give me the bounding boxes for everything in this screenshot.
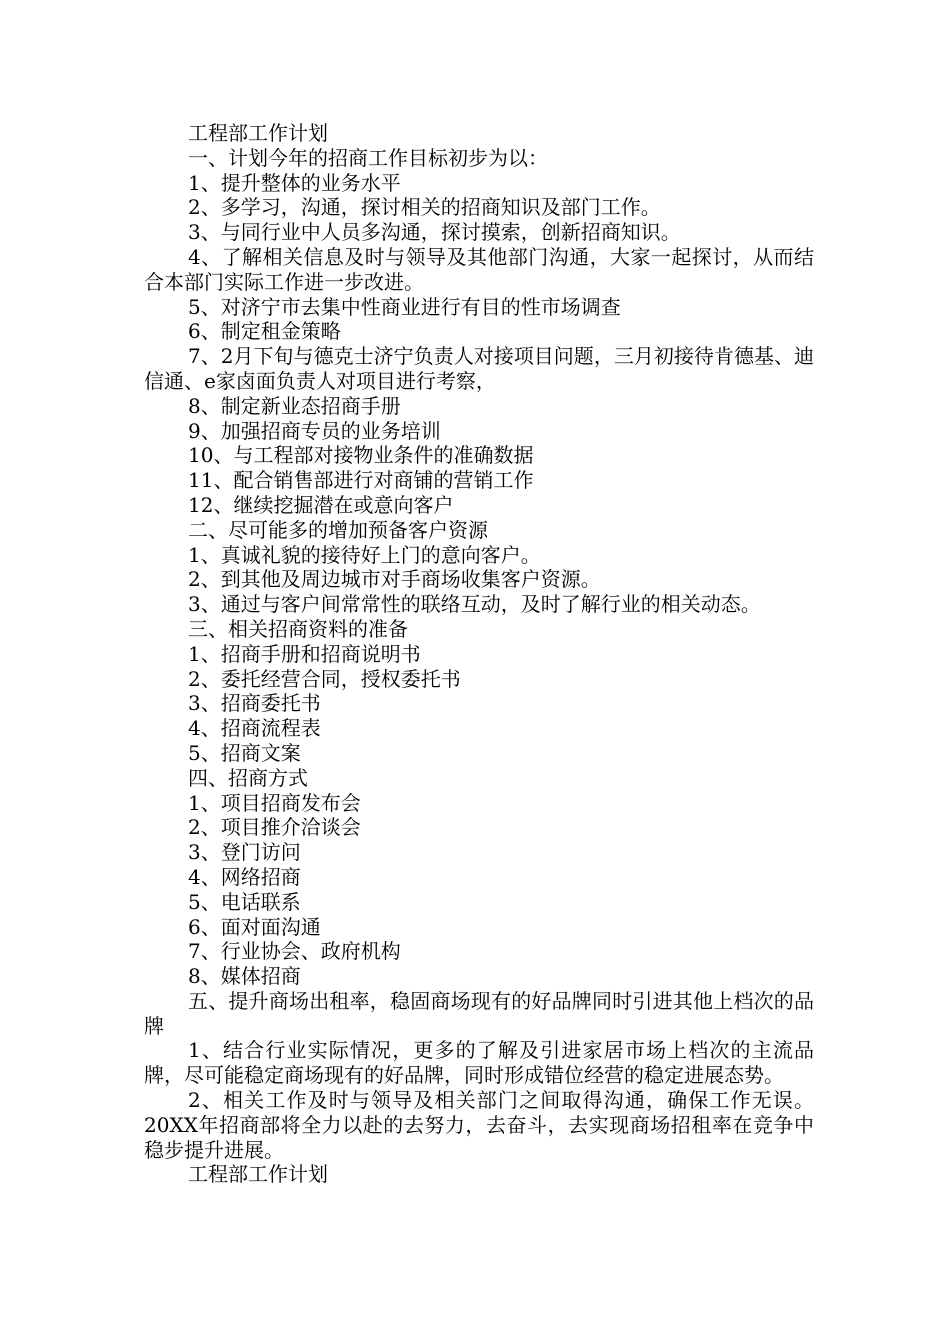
- document-title: 工程部工作计划: [188, 121, 328, 145]
- document-paragraph: 7、行业协会、政府机构: [188, 939, 401, 964]
- document-paragraph: 6、面对面沟通: [188, 914, 321, 939]
- document-paragraph: 4、招商流程表: [188, 716, 321, 741]
- document-paragraph: 5、对济宁市去集中性商业进行有目的性市场调查: [188, 294, 621, 319]
- document-paragraph: 2、相关工作及时与领导及相关部门之间取得沟通，确保工作无误。20XX年招商部将全力以赴的去努力，去奋斗，去实现商场招租率在竞争中稳步提升进展。: [144, 1088, 814, 1162]
- document-paragraph: 1、项目招商发布会: [188, 790, 361, 815]
- document-paragraph: 10、与工程部对接物业条件的准确数据: [188, 443, 534, 468]
- document-paragraph: 三、相关招商资料的准备: [188, 616, 408, 641]
- document-paragraph: 3、招商委托书: [188, 691, 321, 716]
- document-paragraph: 4、网络招商: [188, 864, 301, 889]
- document-paragraph: 4、了解相关信息及时与领导及其他部门沟通，大家一起探讨，从而结合本部门实际工作进一步改进。: [144, 244, 814, 294]
- document-paragraph: 1、结合行业实际情况，更多的了解及引进家居市场上档次的主流品牌，尽可能稳定商场现有的好品牌，同时形成错位经营的稳定进展态势。: [144, 1038, 814, 1088]
- document-paragraph: 四、招商方式: [188, 765, 308, 790]
- document-title: 工程部工作计划: [188, 1162, 328, 1187]
- document-paragraph: 9、加强招商专员的业务培训: [188, 418, 441, 443]
- document-paragraph: 3、与同行业中人员多沟通，探讨摸索，创新招商知识。: [188, 220, 681, 245]
- document-paragraph: 五、提升商场出租率，稳固商场现有的好品牌同时引进其他上档次的品牌: [144, 988, 814, 1038]
- document-paragraph: 2、多学习，沟通，探讨相关的招商知识及部门工作。: [188, 195, 661, 220]
- document-paragraph: 8、媒体招商: [188, 964, 301, 989]
- document-paragraph: 7、2月下旬与德克士济宁负责人对接项目问题，三月初接待肯德基、迪信通、e家卤面负责人对项目进行考察，: [144, 344, 814, 393]
- document-paragraph: 6、制定租金策略: [188, 319, 341, 344]
- document-paragraph: 5、招商文案: [188, 740, 301, 765]
- document-body: [144, 121, 814, 1187]
- document-paragraph: 12、继续挖掘潜在或意向客户: [188, 492, 454, 517]
- document-paragraph: 2、到其他及周边城市对手商场收集客户资源。: [188, 567, 601, 592]
- document-paragraph: 1、招商手册和招商说明书: [188, 641, 421, 666]
- document-paragraph: 2、项目推介洽谈会: [188, 815, 361, 840]
- document-paragraph: 5、电话联系: [188, 889, 301, 914]
- document-paragraph: 1、真诚礼貌的接待好上门的意向客户。: [188, 542, 541, 567]
- document-paragraph: 8、制定新业态招商手册: [188, 393, 401, 418]
- document-paragraph: 11、配合销售部进行对商铺的营销工作: [188, 468, 534, 493]
- document-paragraph: 二、尽可能多的增加预备客户资源: [188, 517, 488, 542]
- document-paragraph: 2、委托经营合同，授权委托书: [188, 666, 461, 691]
- document-paragraph: 3、通过与客户间常常性的联络互动，及时了解行业的相关动态。: [188, 592, 761, 617]
- document-paragraph: 1、提升整体的业务水平: [188, 170, 401, 195]
- document-paragraph: 3、登门访问: [188, 840, 301, 865]
- document-paragraph: 一、计划今年的招商工作目标初步为以：: [188, 145, 548, 170]
